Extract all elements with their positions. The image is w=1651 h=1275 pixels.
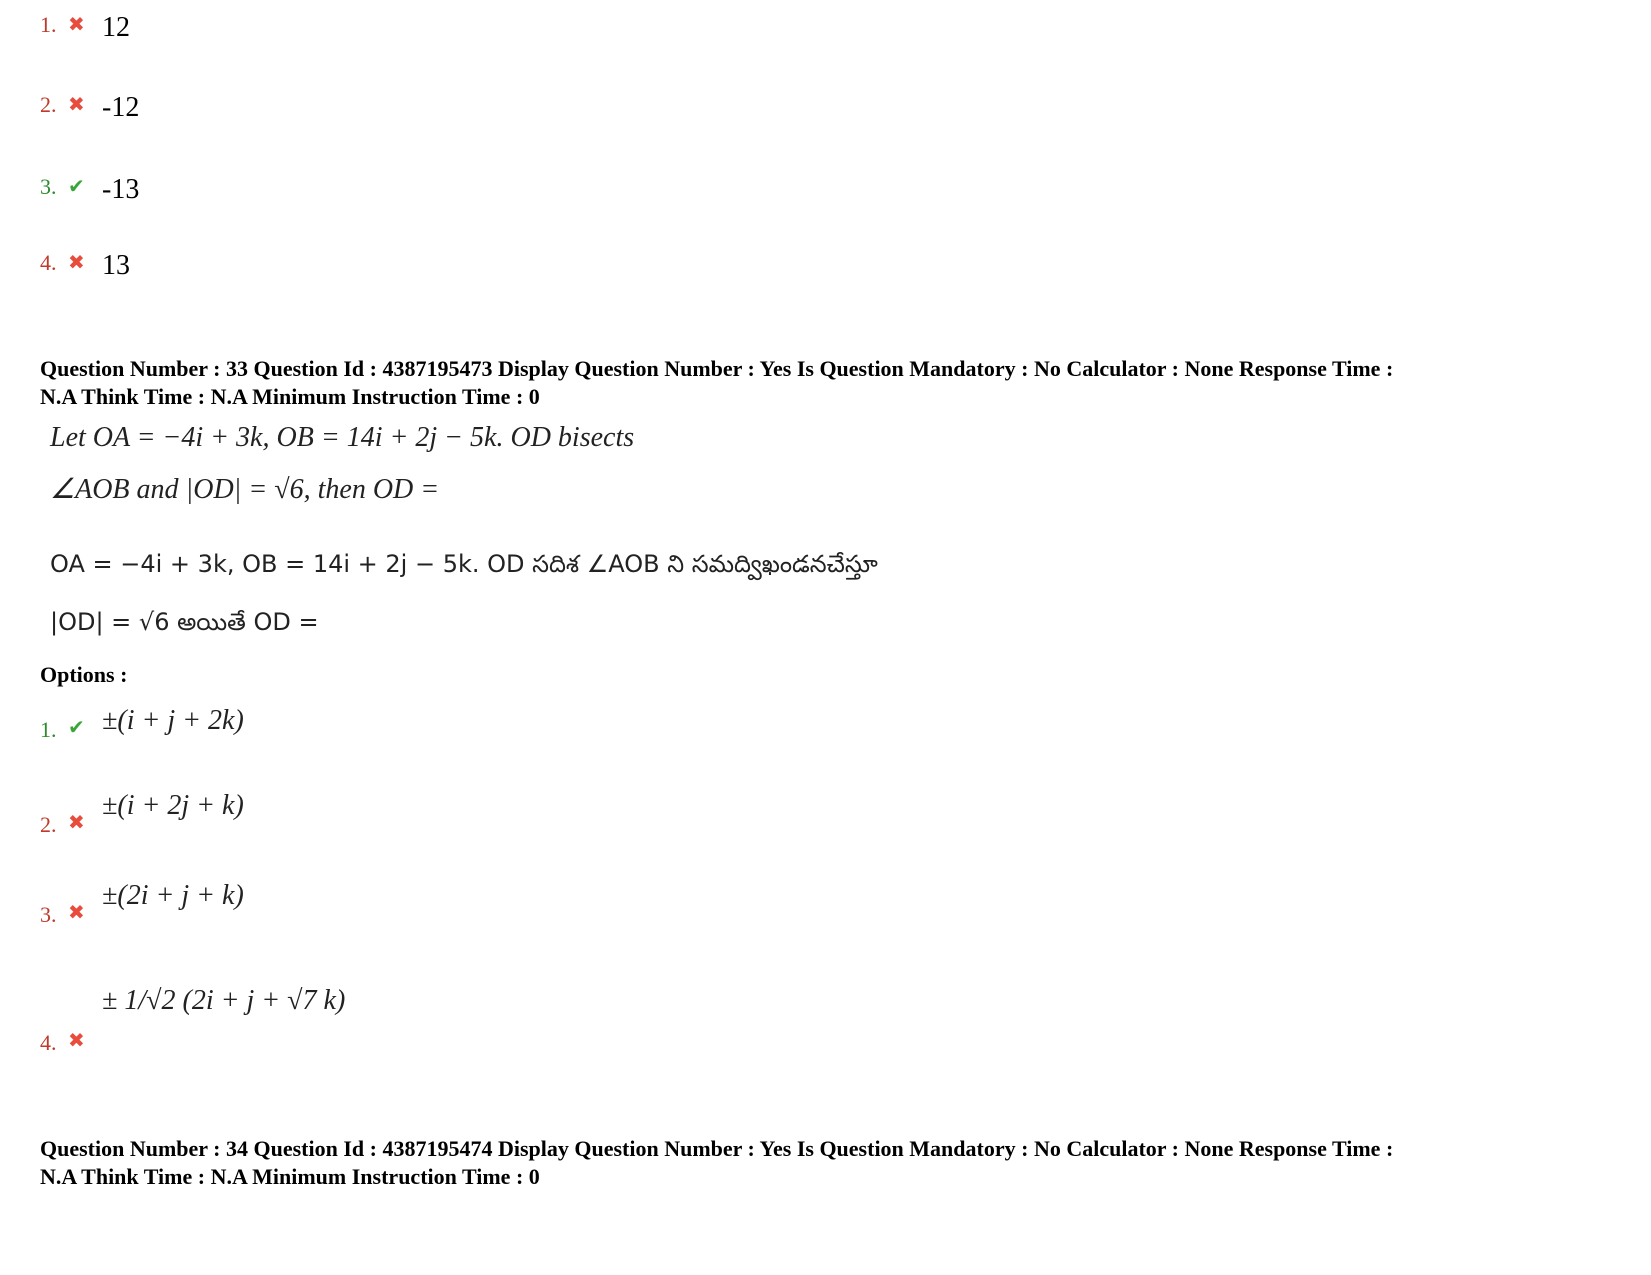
q33-option-1 [40,705,244,743]
header-line-1: Question Number : 33 Question Id : 4387195473 Display Question Number : Yes Is Question Mandatory : No Calculator : None Response Time : [40,356,1394,381]
option-number: 2. [40,92,57,117]
prev-option-4 [40,250,130,282]
header-line-2: N.A Think Time : N.A Minimum Instruction Time : 0 [40,1164,540,1189]
option-number: 1. [40,12,57,37]
question-en-line-2: ∠AOB and |OD| = √6, then OD = [50,474,440,505]
prev-option-2 [40,92,139,124]
prev-option-1 [40,12,130,44]
option-value: -13 [102,174,140,205]
question-te-line-2: |OD| = √6 అయితే OD = [50,608,319,636]
option-number: 1. [40,717,57,742]
check-icon: ✔ [68,174,85,198]
cross-icon: ✖ [68,900,85,924]
question-33-english [50,412,634,516]
question-33-telugu [50,535,878,651]
q33-option-4 [40,975,345,1056]
option-number: 4. [40,250,57,275]
header-line-2: N.A Think Time : N.A Minimum Instruction Time : 0 [40,384,540,409]
option-value: ± 1/√2 (2i + j + √7 k) [102,985,346,1016]
cross-icon: ✖ [68,810,85,834]
question-en-line-1: Let OA = −4i + 3k, OB = 14i + 2j − 5k. OD bisects [50,422,635,453]
q33-option-2 [40,790,244,838]
option-number: 4. [40,1030,57,1055]
check-icon: ✔ [68,715,85,739]
cross-icon: ✖ [68,12,85,36]
option-value: ±(2i + j + k) [102,880,244,911]
question-34-header [40,1135,1620,1191]
header-line-1: Question Number : 34 Question Id : 4387195474 Display Question Number : Yes Is Question Mandatory : No Calculator : None Response Time : [40,1136,1394,1161]
option-number: 3. [40,174,57,199]
cross-icon: ✖ [68,1028,85,1052]
question-33-header [40,355,1620,411]
cross-icon: ✖ [68,250,85,274]
option-number: 3. [40,902,57,927]
question-te-line-1: OA = −4i + 3k, OB = 14i + 2j − 5k. OD సదిశ ∠AOB ని సమద్విఖండనచేస్తూ [50,550,878,578]
option-number: 2. [40,812,57,837]
option-value: ±(i + 2j + k) [102,790,244,821]
option-value: 12 [102,12,130,43]
option-value: ±(i + j + 2k) [102,705,244,736]
option-value: 13 [102,250,130,281]
cross-icon: ✖ [68,92,85,116]
option-value: -12 [102,92,140,123]
prev-option-3 [40,174,139,206]
q33-option-3 [40,880,244,928]
options-label: Options : [40,662,128,687]
